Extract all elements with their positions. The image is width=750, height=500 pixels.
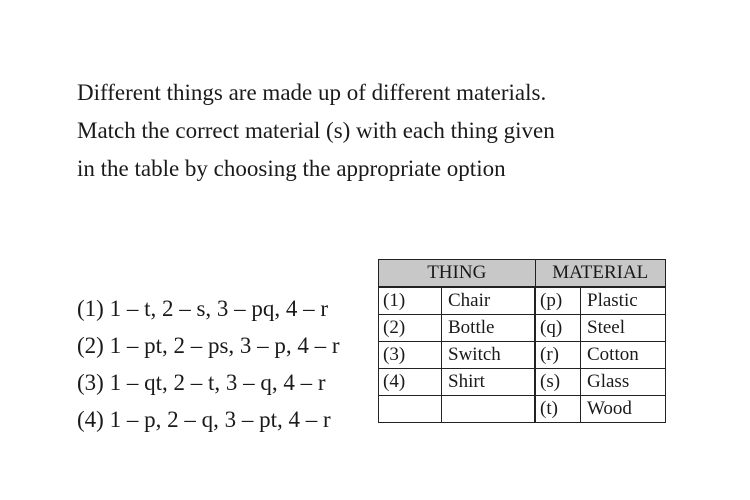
option-1[interactable]: (1) 1 – t, 2 – s, 3 – pq, 4 – r: [77, 296, 329, 321]
thing-name: [442, 396, 536, 423]
material-name: Wood: [581, 396, 666, 423]
table-row: [379, 287, 666, 315]
match-table: [378, 259, 666, 423]
header-thing: THING: [379, 260, 536, 288]
answer-options: [77, 290, 340, 438]
question-line-2: Match the correct material (s) with each thing given: [77, 118, 555, 143]
table-header-row: [379, 260, 666, 288]
thing-name: Shirt: [442, 369, 536, 396]
material-name: Steel: [581, 315, 666, 342]
question-line-1: Different things are made up of different materials.: [77, 80, 547, 105]
material-code: (t): [535, 396, 581, 423]
thing-number: (4): [379, 369, 442, 396]
material-code: (p): [535, 287, 581, 315]
material-code: (r): [535, 342, 581, 369]
thing-number: (3): [379, 342, 442, 369]
option-4[interactable]: (4) 1 – p, 2 – q, 3 – pt, 4 – r: [77, 407, 331, 432]
material-code: (s): [535, 369, 581, 396]
thing-name: Switch: [442, 342, 536, 369]
option-3[interactable]: (3) 1 – qt, 2 – t, 3 – q, 4 – r: [77, 370, 326, 395]
material-name: Plastic: [581, 287, 666, 315]
question-text: [77, 74, 697, 188]
table-row: [379, 315, 666, 342]
material-name: Cotton: [581, 342, 666, 369]
thing-number: [379, 396, 442, 423]
question-line-3: in the table by choosing the appropriate option: [77, 156, 506, 181]
thing-number: (1): [379, 287, 442, 315]
option-2[interactable]: (2) 1 – pt, 2 – ps, 3 – p, 4 – r: [77, 333, 340, 358]
material-code: (q): [535, 315, 581, 342]
thing-number: (2): [379, 315, 442, 342]
table-row: [379, 369, 666, 396]
material-name: Glass: [581, 369, 666, 396]
thing-name: Chair: [442, 287, 536, 315]
table-row: [379, 342, 666, 369]
thing-name: Bottle: [442, 315, 536, 342]
table-row: [379, 396, 666, 423]
header-material: MATERIAL: [535, 260, 666, 288]
